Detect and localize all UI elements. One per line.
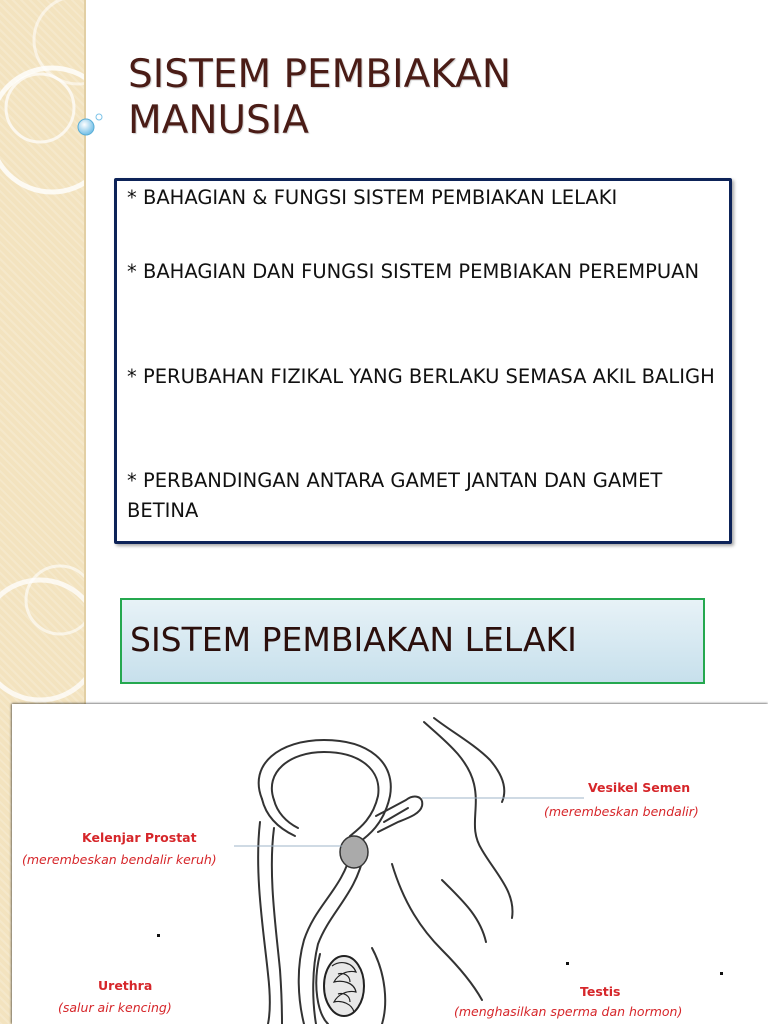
- label-urethra-name: Urethra: [98, 978, 153, 993]
- label-testis-desc: (menghasilkan sperma dan hormon): [454, 1004, 683, 1019]
- topic-item-male-parts: * BAHAGIAN & FUNGSI SISTEM PEMBIAKAN LELAKI: [127, 186, 618, 209]
- section-header-box: [120, 598, 705, 684]
- label-prostate-desc: (merembeskan bendalir keruh): [22, 852, 217, 867]
- topic-item-puberty-changes: * PERUBAHAN FIZIKAL YANG BERLAKU SEMASA AKIL BALIGH: [127, 365, 715, 388]
- label-testis-name: Testis: [580, 984, 621, 999]
- slide-title-line-1: SISTEM PEMBIAKAN: [128, 52, 512, 97]
- label-seminal-vesicle-name: Vesikel Semen: [588, 780, 691, 795]
- topic-item-female-parts: * BAHAGIAN DAN FUNGSI SISTEM PEMBIAKAN PEREMPUAN: [127, 260, 700, 283]
- label-seminal-vesicle-desc: (merembeskan bendalir): [544, 804, 699, 819]
- topics-box: [114, 178, 732, 544]
- slide-title: [128, 52, 688, 144]
- male-reproductive-diagram: [12, 704, 768, 1024]
- topic-item-gamete-comparison: * PERBANDINGAN ANTARA GAMET JANTAN DAN GAMET BETINA: [127, 469, 663, 522]
- label-urethra-desc: (salur air kencing): [58, 1000, 172, 1015]
- label-prostate-name: Kelenjar Prostat: [82, 830, 197, 845]
- slide-title-line-2: MANUSIA: [128, 98, 309, 143]
- section-title: SISTEM PEMBIAKAN LELAKI: [130, 620, 577, 659]
- bubble-icon: [74, 112, 104, 142]
